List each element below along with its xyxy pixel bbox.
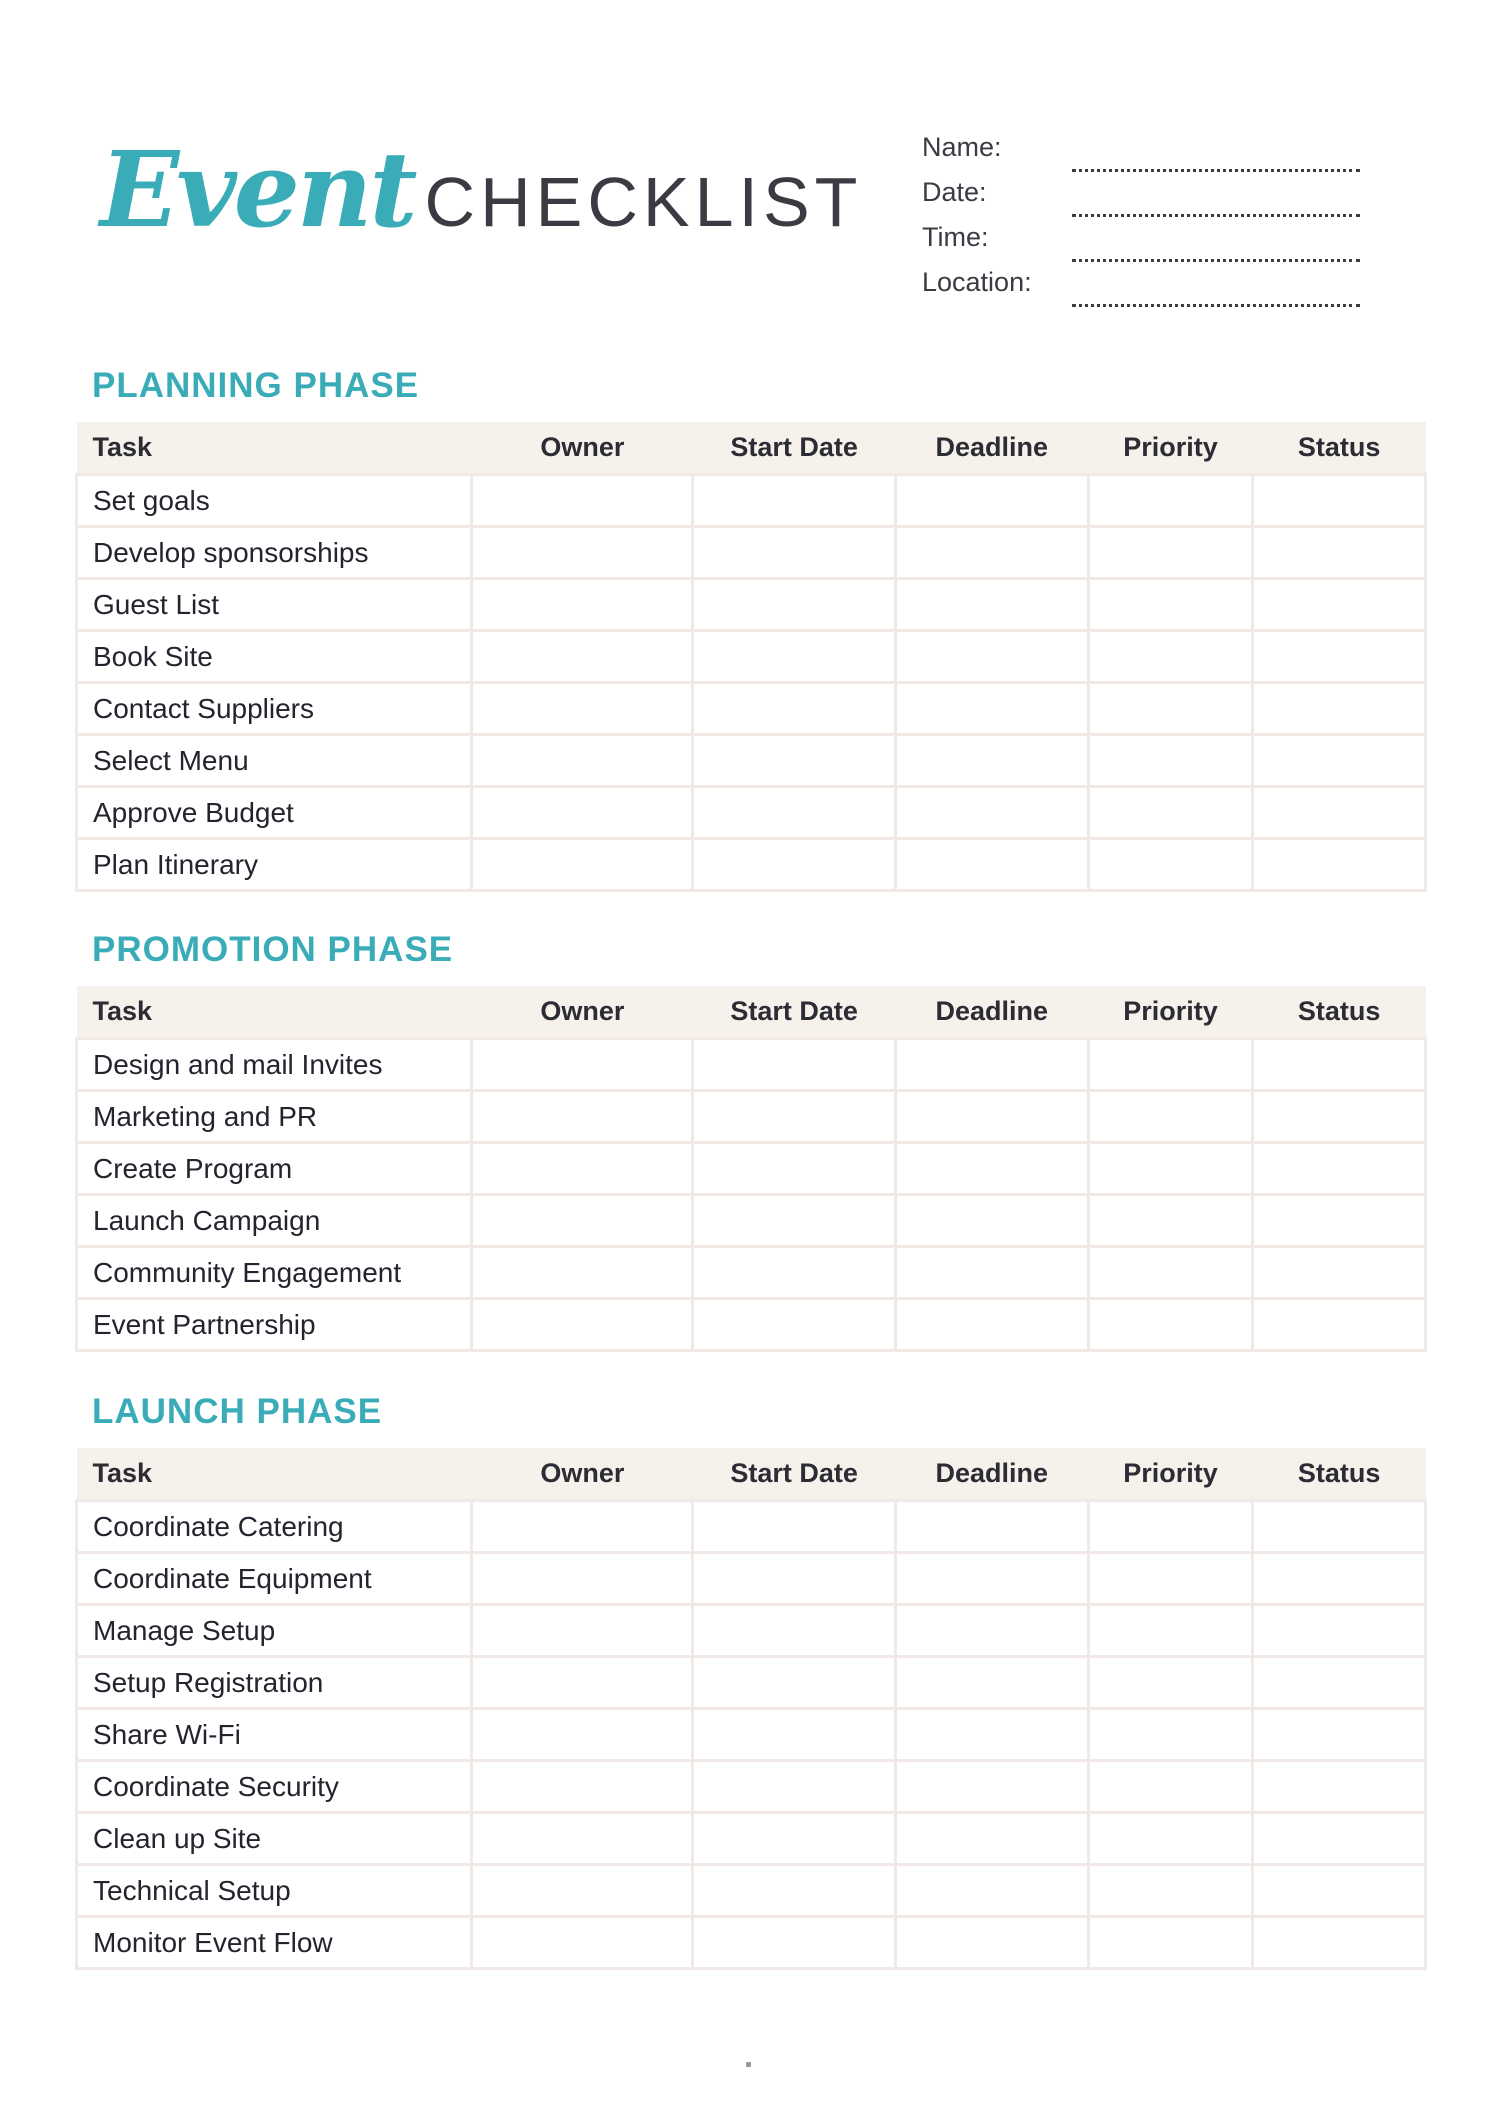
deadline-cell-empty [895, 1247, 1088, 1299]
section-heading: PROMOTION PHASE [92, 930, 454, 969]
deadline-cell-empty [895, 683, 1088, 735]
section-heading: PLANNING PHASE [92, 366, 420, 405]
column-header-task: Task [77, 986, 472, 1039]
task-row [77, 1709, 1426, 1761]
priority-cell-empty [1088, 1299, 1253, 1351]
owner-cell-empty [472, 787, 693, 839]
owner-cell-empty [472, 1865, 693, 1917]
column-header-deadline: Deadline [895, 422, 1088, 475]
location-label: Location: [922, 267, 1032, 297]
task-row [77, 1813, 1426, 1865]
start-date-cell-empty [693, 1865, 895, 1917]
priority-cell-empty [1088, 683, 1253, 735]
status-cell-empty [1253, 579, 1426, 631]
owner-cell-empty [472, 1709, 693, 1761]
owner-cell-empty [472, 631, 693, 683]
start-date-cell-empty [693, 1299, 895, 1351]
task-row [77, 1657, 1426, 1709]
owner-cell-empty [472, 1091, 693, 1143]
info-fields [922, 130, 1360, 310]
task-row [77, 1761, 1426, 1813]
owner-cell-empty [472, 527, 693, 579]
column-header-priority: Priority [1088, 1448, 1253, 1501]
status-cell-empty [1253, 1143, 1426, 1195]
task-row [77, 1143, 1426, 1195]
logo-checklist-text: CHECKLIST [424, 163, 863, 241]
checklist-table [75, 986, 1427, 1352]
task-label: Share Wi-Fi [77, 1709, 472, 1761]
start-date-cell-empty [693, 735, 895, 787]
deadline-cell-empty [895, 1865, 1088, 1917]
column-header-task: Task [77, 1448, 472, 1501]
owner-cell-empty [472, 683, 693, 735]
start-date-cell-empty [693, 475, 895, 527]
deadline-cell-empty [895, 579, 1088, 631]
start-date-cell-empty [693, 1091, 895, 1143]
task-row [77, 475, 1426, 527]
task-row [77, 1299, 1426, 1351]
owner-cell-empty [472, 1039, 693, 1091]
task-label: Event Partnership [77, 1299, 472, 1351]
start-date-cell-empty [693, 1247, 895, 1299]
status-cell-empty [1253, 1501, 1426, 1553]
task-label: Coordinate Catering [77, 1501, 472, 1553]
phase-section [75, 930, 1427, 1352]
task-label: Book Site [77, 631, 472, 683]
owner-cell-empty [472, 735, 693, 787]
task-label: Contact Suppliers [77, 683, 472, 735]
column-header-owner: Owner [472, 422, 693, 475]
task-label: Develop sponsorships [77, 527, 472, 579]
status-cell-empty [1253, 1553, 1426, 1605]
date-label: Date: [922, 177, 987, 207]
task-row [77, 579, 1426, 631]
name-write-in-line [1072, 169, 1360, 172]
owner-cell-empty [472, 1605, 693, 1657]
status-cell-empty [1253, 1195, 1426, 1247]
task-row [77, 839, 1426, 891]
task-row [77, 1195, 1426, 1247]
column-header-status: Status [1253, 986, 1426, 1039]
start-date-cell-empty [693, 839, 895, 891]
deadline-cell-empty [895, 1761, 1088, 1813]
task-row [77, 1605, 1426, 1657]
phase-section [75, 366, 1427, 892]
task-row [77, 527, 1426, 579]
deadline-cell-empty [895, 1091, 1088, 1143]
deadline-cell-empty [895, 1917, 1088, 1969]
priority-cell-empty [1088, 1501, 1253, 1553]
start-date-cell-empty [693, 1761, 895, 1813]
priority-cell-empty [1088, 1709, 1253, 1761]
start-date-cell-empty [693, 579, 895, 631]
section-heading: LAUNCH PHASE [92, 1392, 383, 1431]
status-cell-empty [1253, 1299, 1426, 1351]
deadline-cell-empty [895, 1299, 1088, 1351]
start-date-cell-empty [693, 1657, 895, 1709]
time-label: Time: [922, 222, 989, 252]
start-date-cell-empty [693, 1709, 895, 1761]
task-label: Approve Budget [77, 787, 472, 839]
status-cell-empty [1253, 1247, 1426, 1299]
task-label: Monitor Event Flow [77, 1917, 472, 1969]
task-label: Guest List [77, 579, 472, 631]
deadline-cell-empty [895, 735, 1088, 787]
owner-cell-empty [472, 1501, 693, 1553]
status-cell-empty [1253, 1709, 1426, 1761]
owner-cell-empty [472, 1247, 693, 1299]
status-cell-empty [1253, 1917, 1426, 1969]
priority-cell-empty [1088, 1195, 1253, 1247]
phase-section [75, 1392, 1427, 1970]
priority-cell-empty [1088, 1143, 1253, 1195]
priority-cell-empty [1088, 631, 1253, 683]
deadline-cell-empty [895, 1039, 1088, 1091]
deadline-cell-empty [895, 527, 1088, 579]
column-header-owner: Owner [472, 1448, 693, 1501]
task-row [77, 735, 1426, 787]
task-row [77, 1553, 1426, 1605]
task-label: Design and mail Invites [77, 1039, 472, 1091]
start-date-cell-empty [693, 631, 895, 683]
start-date-cell-empty [693, 1501, 895, 1553]
checklist-table [75, 1448, 1427, 1970]
deadline-cell-empty [895, 1195, 1088, 1247]
logo-event-text: Event [100, 128, 415, 251]
status-cell-empty [1253, 1039, 1426, 1091]
column-header-owner: Owner [472, 986, 693, 1039]
checklist-table [75, 422, 1427, 892]
column-header-priority: Priority [1088, 422, 1253, 475]
start-date-cell-empty [693, 1039, 895, 1091]
priority-cell-empty [1088, 579, 1253, 631]
task-label: Plan Itinerary [77, 839, 472, 891]
priority-cell-empty [1088, 1605, 1253, 1657]
status-cell-empty [1253, 683, 1426, 735]
status-cell-empty [1253, 735, 1426, 787]
task-label: Launch Campaign [77, 1195, 472, 1247]
column-header-start-date: Start Date [693, 422, 895, 475]
status-cell-empty [1253, 1865, 1426, 1917]
task-row [77, 1501, 1426, 1553]
table-header-row [77, 1448, 1426, 1501]
owner-cell-empty [472, 1299, 693, 1351]
logo [100, 128, 863, 251]
task-label: Coordinate Equipment [77, 1553, 472, 1605]
table-header-row [77, 422, 1426, 475]
priority-cell-empty [1088, 1091, 1253, 1143]
status-cell-empty [1253, 475, 1426, 527]
status-cell-empty [1253, 527, 1426, 579]
status-cell-empty [1253, 631, 1426, 683]
task-label: Select Menu [77, 735, 472, 787]
start-date-cell-empty [693, 683, 895, 735]
column-header-start-date: Start Date [693, 1448, 895, 1501]
task-row [77, 1091, 1426, 1143]
task-row [77, 1039, 1426, 1091]
owner-cell-empty [472, 1813, 693, 1865]
owner-cell-empty [472, 1657, 693, 1709]
owner-cell-empty [472, 579, 693, 631]
priority-cell-empty [1088, 1917, 1253, 1969]
location-field-row [922, 265, 1360, 310]
status-cell-empty [1253, 787, 1426, 839]
task-label: Set goals [77, 475, 472, 527]
status-cell-empty [1253, 1605, 1426, 1657]
deadline-cell-empty [895, 475, 1088, 527]
priority-cell-empty [1088, 1813, 1253, 1865]
priority-cell-empty [1088, 839, 1253, 891]
task-row [77, 1917, 1426, 1969]
start-date-cell-empty [693, 1813, 895, 1865]
column-header-priority: Priority [1088, 986, 1253, 1039]
start-date-cell-empty [693, 787, 895, 839]
owner-cell-empty [472, 1917, 693, 1969]
task-label: Clean up Site [77, 1813, 472, 1865]
column-header-status: Status [1253, 422, 1426, 475]
deadline-cell-empty [895, 1813, 1088, 1865]
start-date-cell-empty [693, 1553, 895, 1605]
start-date-cell-empty [693, 527, 895, 579]
priority-cell-empty [1088, 787, 1253, 839]
deadline-cell-empty [895, 1553, 1088, 1605]
task-row [77, 683, 1426, 735]
task-label: Setup Registration [77, 1657, 472, 1709]
priority-cell-empty [1088, 1039, 1253, 1091]
deadline-cell-empty [895, 1501, 1088, 1553]
owner-cell-empty [472, 839, 693, 891]
table-header-row [77, 986, 1426, 1039]
start-date-cell-empty [693, 1143, 895, 1195]
deadline-cell-empty [895, 1143, 1088, 1195]
priority-cell-empty [1088, 1761, 1253, 1813]
column-header-deadline: Deadline [895, 1448, 1088, 1501]
task-label: Marketing and PR [77, 1091, 472, 1143]
deadline-cell-empty [895, 631, 1088, 683]
priority-cell-empty [1088, 735, 1253, 787]
task-row [77, 787, 1426, 839]
date-write-in-line [1072, 214, 1360, 217]
status-cell-empty [1253, 1761, 1426, 1813]
task-row [77, 1247, 1426, 1299]
status-cell-empty [1253, 1657, 1426, 1709]
deadline-cell-empty [895, 1657, 1088, 1709]
priority-cell-empty [1088, 475, 1253, 527]
deadline-cell-empty [895, 1709, 1088, 1761]
deadline-cell-empty [895, 1605, 1088, 1657]
priority-cell-empty [1088, 527, 1253, 579]
status-cell-empty [1253, 839, 1426, 891]
name-label: Name: [922, 132, 1002, 162]
status-cell-empty [1253, 1091, 1426, 1143]
task-row [77, 1865, 1426, 1917]
priority-cell-empty [1088, 1553, 1253, 1605]
status-cell-empty [1253, 1813, 1426, 1865]
deadline-cell-empty [895, 787, 1088, 839]
location-write-in-line [1072, 304, 1360, 307]
owner-cell-empty [472, 475, 693, 527]
task-label: Coordinate Security [77, 1761, 472, 1813]
column-header-status: Status [1253, 1448, 1426, 1501]
task-label: Manage Setup [77, 1605, 472, 1657]
footer-dot [746, 2062, 751, 2067]
owner-cell-empty [472, 1143, 693, 1195]
owner-cell-empty [472, 1195, 693, 1247]
priority-cell-empty [1088, 1865, 1253, 1917]
time-write-in-line [1072, 259, 1360, 262]
name-field-row [922, 130, 1360, 175]
owner-cell-empty [472, 1761, 693, 1813]
priority-cell-empty [1088, 1247, 1253, 1299]
task-label: Technical Setup [77, 1865, 472, 1917]
start-date-cell-empty [693, 1917, 895, 1969]
date-field-row [922, 175, 1360, 220]
priority-cell-empty [1088, 1657, 1253, 1709]
time-field-row [922, 220, 1360, 265]
task-label: Community Engagement [77, 1247, 472, 1299]
task-label: Create Program [77, 1143, 472, 1195]
column-header-start-date: Start Date [693, 986, 895, 1039]
column-header-deadline: Deadline [895, 986, 1088, 1039]
owner-cell-empty [472, 1553, 693, 1605]
column-header-task: Task [77, 422, 472, 475]
deadline-cell-empty [895, 839, 1088, 891]
start-date-cell-empty [693, 1195, 895, 1247]
start-date-cell-empty [693, 1605, 895, 1657]
task-row [77, 631, 1426, 683]
